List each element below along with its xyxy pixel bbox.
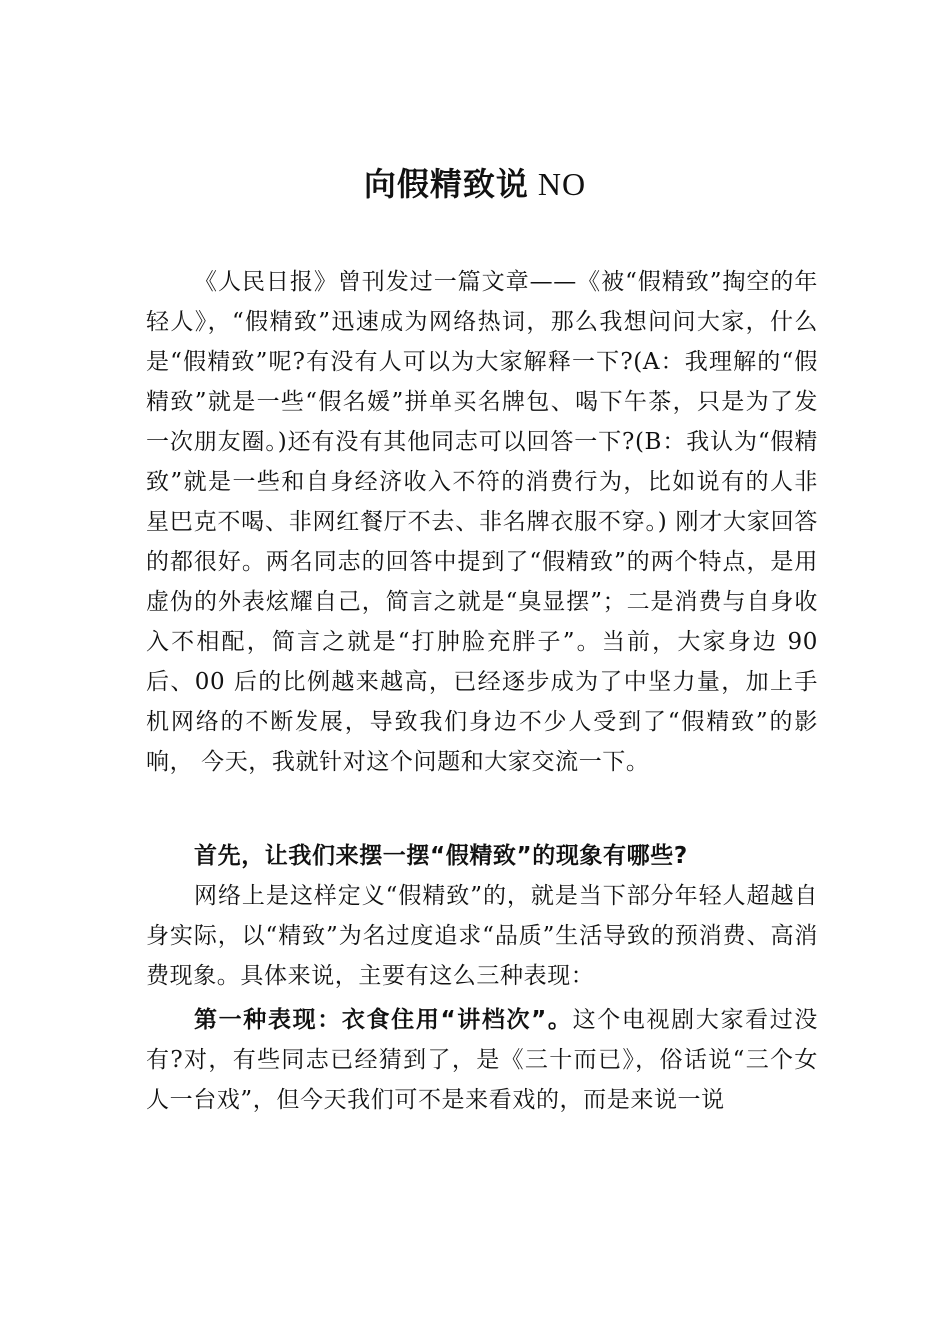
title-chinese: 向假精致说 (363, 165, 529, 203)
first-manifestation-paragraph (146, 1000, 818, 1120)
title-no: NO (537, 166, 587, 202)
first-manifestation-section (146, 1000, 818, 1120)
title-latin (529, 166, 538, 202)
section-heading: 首先，让我们来摆一摆“假精致”的现象有哪些? (194, 843, 688, 869)
first-manifestation-lead: 第一种表现：衣食住用“讲档次”。 (194, 1007, 573, 1033)
definition-section (146, 876, 818, 996)
intro-section (146, 262, 818, 782)
intro-paragraph: 《人民日报》曾刊发过一篇文章——《被“假精致”掏空的年轻人》，“假精致”迅速成为网络热词，那么我想问问大家，什么是“假精致”呢?有没有人可以为大家解释一下?(A：我理解的“假精致”就是一些“假名媛”拼单买名牌包、喝下午茶，只是为了发一次朋友圈。)还有没有其他同志可以回答一下?(B：我认为“假精致”就是一些和自身经济收入不符的消费行为，比如说有的人非星巴克不喝、非网红餐厅不去、非名牌衣服不穿。) 刚才大家回答的都很好。两名同志的回答中提到了“假精致”的两个特点，是用虚伪的外表炫耀自己，简言之就是“臭显摆”；二是消费与自身收入不相配，简言之就是“打肿脸充胖子”。当前，大家身边 90 后、00 后的比例越来越高，已经逐步成为了中坚力量，加上手机网络的不断发展，导致我们身边不少人受到了“假精致”的影响， 今天，我就针对这个问题和大家交流一下。 (146, 269, 818, 775)
section-heading-block (146, 836, 818, 876)
document-title (0, 160, 950, 208)
first-manifestation-body: 这个电视剧大家看过没有?对，有些同志已经猜到了，是《三十而已》，俗话说“三个女人一台戏”，但今天我们可不是来看戏的，而是来说一说 (146, 1007, 818, 1113)
definition-paragraph: 网络上是这样定义“假精致”的，就是当下部分年轻人超越自身实际，以“精致”为名过度追求“品质”生活导致的预消费、高消费现象。具体来说，主要有这么三种表现： (146, 883, 818, 989)
